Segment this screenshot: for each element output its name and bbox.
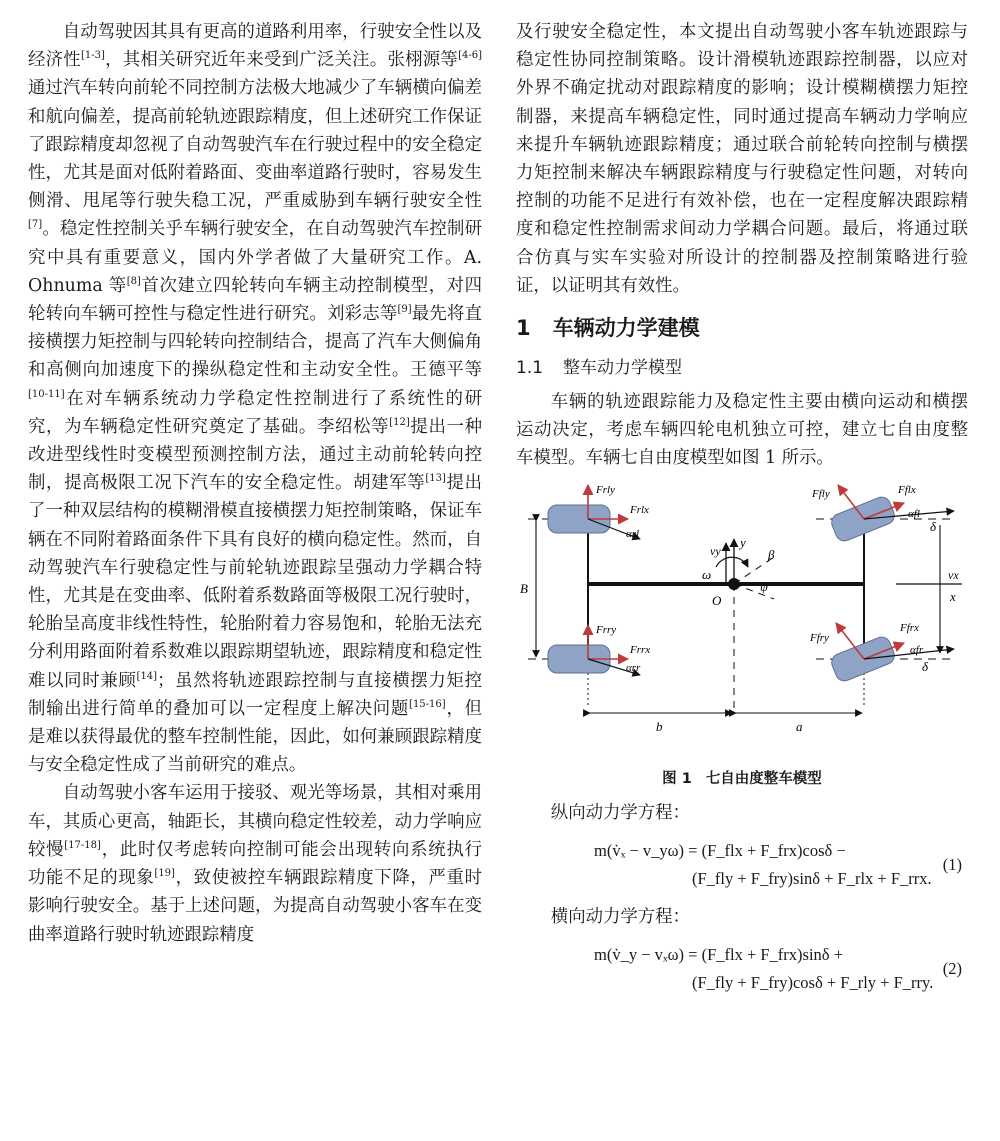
eq1-line-2: (F_fly + F_fry)sinδ + F_rlx + F_rrx.	[692, 869, 932, 889]
center-of-gravity	[728, 578, 740, 590]
citation-ref[interactable]: [19]	[154, 868, 175, 880]
intro-paragraph-1: 自动驾驶因其具有更高的道路利用率，行驶安全性以及经济性[1-3]，其相关研究近年来受到广泛关注。张栩源等[4-6]通过汽车转向前轮不同控制方法极大地减少了车辆横向偏差和航向偏差，提高前轮轨迹跟踪精度，但上述研究工作保证了跟踪精度却忽视了自动驾驶汽车在行驶过程中的安全稳定性，尤其是面对低附着路面、变曲率道路行驶时，容易发生侧滑、甩尾等行驶失稳工况，严重威胁到车辆行驶安全性[7]。稳定性控制关乎车辆行驶安全，在自动驾驶汽车控制研究中具有重要意义，国内外学者做了大量研究工作。A. Ohnuma 等[8]首次建立四轮转向车辆主动控制模型，对四轮转向车辆可控性与稳定性进行研究。刘彩志等[9]最先将直接横摆力矩控制与四轮转向控制结合，提高了汽车大侧偏角和高侧向加速度下的操纵稳定性和主动安全性。王德平等[10-11]在对车辆系统动力学稳定性控制进行了系统性的研究，为车辆稳定性研究奠定了基础。李绍松等[12]提出一种改进型线性时变模型预测控制方法，通过主动前轮转向控制，提高极限工况下汽车的安全稳定性。胡建军等[13]提出了一种双层结构的模糊滑模直接横摆力矩控制策略，保证车辆在不同附着路面条件下具有良好的横向稳定性。然而，自动驾驶汽车行驶稳定性与前轮轨迹跟踪呈强动力学耦合特性，尤其是在变曲率、低附着系数路面等极限工况行驶时，轮胎呈高度非线性特性，轮胎附着力容易饱和，轮胎无法充分利用路面附着系数难以跟踪期望轨迹，跟踪精度和稳定性难以同时兼顾[14]；虽然将轨迹跟踪控制与直接横摆力矩控制输出进行简单的叠加可以一定程度上解决问题[15-16]，但是难以获得最优的整车控制性能，因此，如何兼顾跟踪精度与安全稳定性成了当前研究的难点。	[28, 22, 482, 776]
intro-paragraph-2: 自动驾驶小客车运用于接驳、观光等场景，其相对乘用车，其质心更高，轴距长，其横向稳定性较差，动力学响应较慢[17-18]，此时仅考虑转向控制可能会出现转向系统执行功能不足的现象[19]，致使被控车辆跟踪精度下降，严重时影响行驶安全。基于上述问题，为提高自动驾驶小客车在变曲率道路行驶时轨迹跟踪精度	[28, 783, 482, 945]
yaw-rate-arc	[716, 557, 748, 567]
label-frry: Frry	[596, 623, 617, 636]
label-track-width: B	[520, 580, 528, 596]
label-alpha-rl: αrl	[626, 527, 640, 540]
left-column	[28, 18, 482, 949]
label-psi: ψ	[760, 578, 769, 594]
equation-1	[516, 833, 968, 895]
citation-ref[interactable]: [13]	[425, 473, 446, 485]
eq2-line-1: m(v̇_y − vₓω) = (F_flx + F_frx)sinδ +	[594, 945, 844, 965]
eq2-number: (2)	[942, 959, 962, 979]
citation-ref[interactable]: [14]	[136, 670, 158, 682]
section-heading-1: 1 车辆动力学建模	[516, 316, 700, 341]
citation-ref[interactable]: [7]	[28, 219, 43, 231]
label-fflx: Fflx	[898, 483, 916, 496]
label-frly: Frly	[596, 483, 615, 496]
citation-ref[interactable]: [12]	[389, 417, 410, 429]
citation-ref[interactable]: [17-18]	[64, 840, 101, 852]
label-origin: O	[712, 592, 722, 608]
citation-ref[interactable]: [10-11]	[28, 388, 65, 400]
label-delta-top: δ	[930, 518, 937, 534]
label-rear-distance: b	[656, 718, 663, 734]
citation-ref[interactable]: [8]	[126, 276, 141, 288]
label-ffrx: Ffrx	[900, 621, 919, 634]
equation-2	[516, 937, 968, 999]
label-alpha-fl: αfl	[908, 507, 920, 520]
intro-paragraph-continued: 及行驶安全稳定性，本文提出自动驾驶小客车轨迹跟踪与稳定性协同控制策略。设计滑模轨迹跟踪控制器，以应对外界不确定扰动对跟踪精度的影响；设计模糊横摆力矩控制器，来提高车辆稳定性，同时通过提高车辆动力学响应来提升车辆轨迹跟踪精度；通过联合前轮转向控制与横摆力矩控制来解决车辆跟踪精度与行驶稳定性问题，对转向控制的功能不足进行有效补偿，也在一定程度解决跟踪精度和稳定性控制需求间动力学耦合问题。最后，将通过联合仿真与实车实验对所设计的控制器及控制策略进行验证，以证明其有效性。	[516, 22, 968, 296]
subsection-heading-1-1: 1.1 整车动力学模型	[516, 358, 683, 379]
label-vx: vx	[948, 567, 959, 582]
label-alpha-rr: αrr	[626, 661, 641, 674]
label-delta-bot: δ	[922, 658, 929, 674]
eq1-number: (1)	[942, 855, 962, 875]
figure-7dof-vehicle-model	[516, 481, 968, 761]
label-alpha-fr: αfr	[910, 643, 924, 656]
label-x: x	[950, 588, 956, 604]
label-front-distance: a	[796, 718, 803, 734]
right-column	[516, 18, 968, 1007]
label-frlx: Frlx	[630, 503, 649, 516]
label-ffry: Ffry	[810, 631, 829, 644]
vehicle-model-diagram	[516, 481, 968, 761]
label-y: y	[740, 534, 746, 550]
citation-ref[interactable]: [1-3]	[80, 50, 105, 62]
label-ffly: Ffly	[812, 487, 830, 500]
label-omega: ω	[702, 566, 712, 582]
eq1-line-1: m(v̇ₓ − v_yω) = (F_flx + F_frx)cosδ −	[594, 841, 846, 861]
figure-caption: 图 1 七自由度整车模型	[662, 770, 822, 787]
eq2-line-2: (F_fly + F_fry)cosδ + F_rly + F_rry.	[692, 973, 934, 993]
label-frrx: Frrx	[630, 643, 651, 656]
citation-ref[interactable]: [4-6]	[458, 50, 482, 62]
citation-ref[interactable]: [15-16]	[409, 699, 446, 711]
model-paragraph: 车辆的轨迹跟踪能力及稳定性主要由横向运动和横摆运动决定，考虑车辆四轮电机独立可控，建立七自由度整车模型。车辆七自由度模型如图 1 所示。	[516, 392, 968, 469]
eq1-label: 纵向动力学方程：	[550, 802, 690, 823]
eq2-label: 横向动力学方程：	[550, 907, 690, 928]
label-beta: β	[768, 546, 775, 562]
label-vy: vy	[710, 543, 721, 558]
citation-ref[interactable]: [9]	[397, 304, 412, 316]
